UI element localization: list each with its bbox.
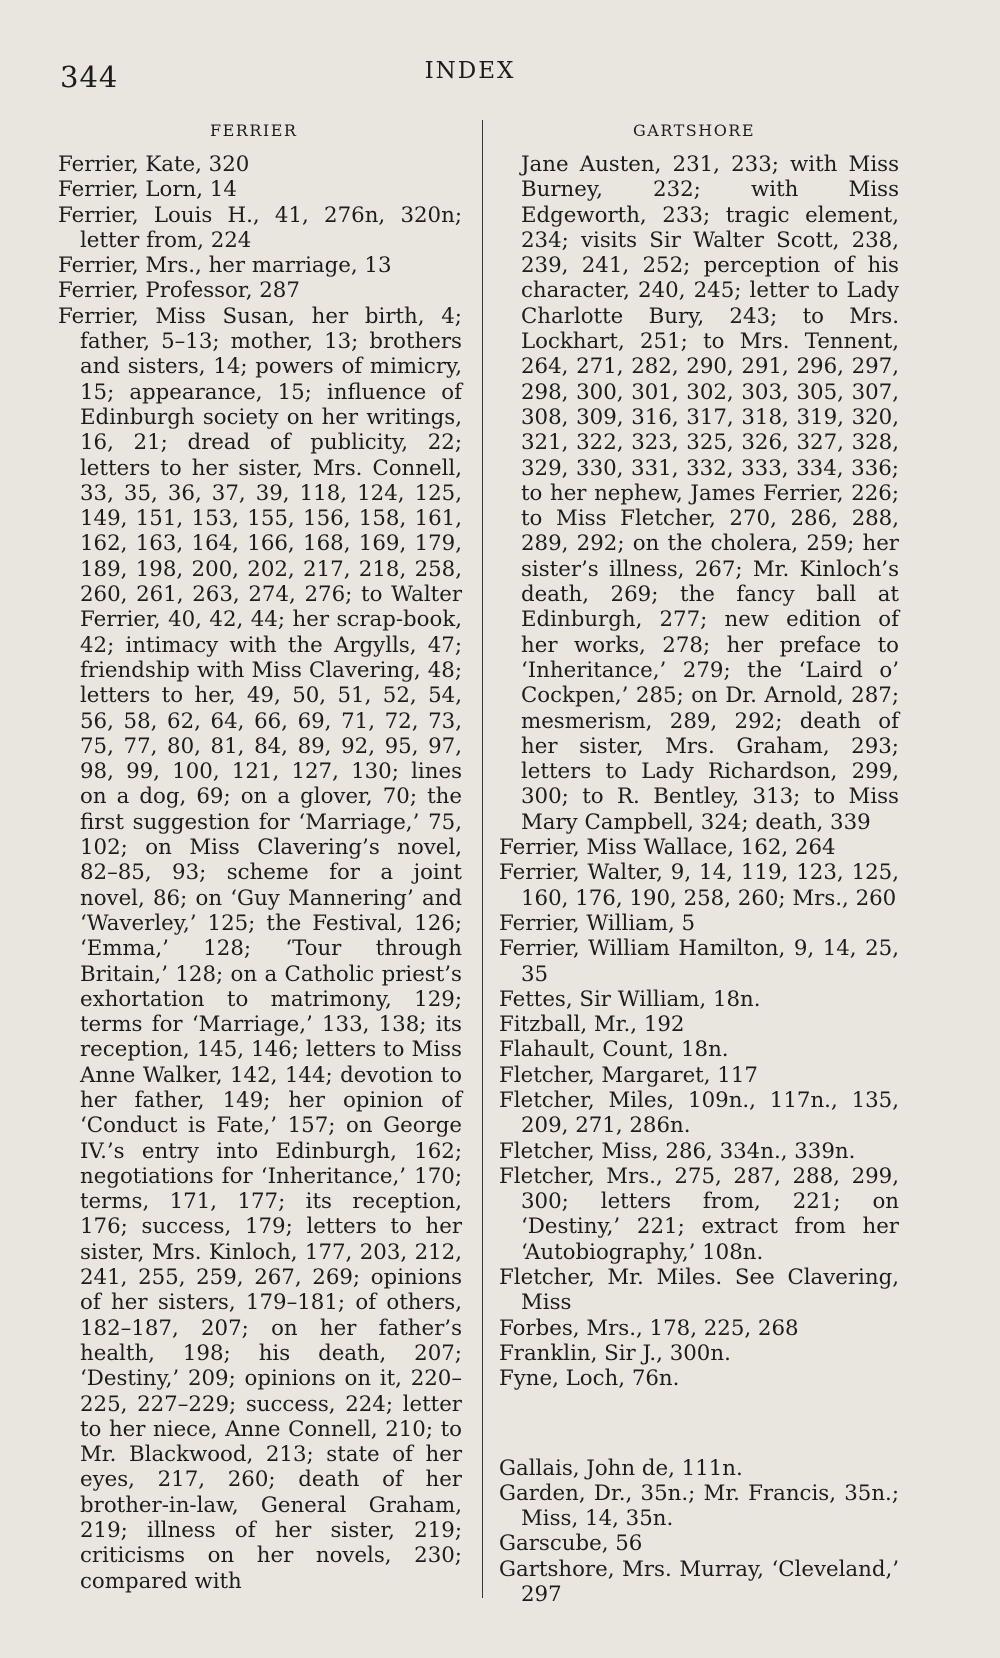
index-entry: Garden, Dr., 35n.; Mr. Francis, 35n.; Miss, 14, 35n.: [499, 1480, 899, 1532]
left-column: [58, 152, 462, 1594]
index-entry: Fyne, Loch, 76n.: [499, 1366, 680, 1392]
index-entry: Fletcher, Mrs., 275, 287, 288, 299, 300; letters from, 221; on ‘Destiny,’ 221; extract from her ‘Autobiography,’ 108n.: [499, 1163, 899, 1265]
index-entry: Flahault, Count, 18n.: [499, 1037, 729, 1063]
index-entry: Ferrier, Kate, 320: [58, 152, 250, 177]
right-column: [499, 152, 899, 1607]
letter-section-gap: [499, 1392, 899, 1456]
index-entry: Fletcher, Miss, 286, 334n., 339n.: [499, 1138, 856, 1164]
index-entry: Ferrier, Mrs., her marriage, 13: [58, 253, 392, 279]
index-entry: Gallais, John de, 111n.: [499, 1455, 743, 1481]
index-entry: Ferrier, Louis H., 41, 276n, 320n; letter from, 224: [58, 202, 462, 253]
index-entry: Ferrier, Miss Susan, her birth, 4; father, 5–13; mother, 13; brothers and sisters, 14; powers of mimicry, 15; appearance, 15; influence of Edinburgh society on her writings, 16, 21; dread of publicity, 22; letters to her sister, Mrs. Connell, 33, 35, 36, 37, 39, 118, 124, 125, 149, 151, 153, 155, 156, 158, 161, 162, 163, 164, 166, 168, 169, 179, 189, 198, 200, 202, 217, 218, 258, 260, 261, 263, 274, 276; to Walter Ferrier, 40, 42, 44; her scrap-book, 42; intimacy with the Argylls, 47; friendship with Miss Clavering, 48; letters to her, 49, 50, 51, 52, 54, 56, 58, 62, 64, 66, 69, 71, 72, 73, 75, 77, 80, 81, 84, 89, 92, 95, 97, 98, 99, 100, 121, 127, 130; lines on a dog, 69; on a glover, 70; the first suggestion for ‘Marriage,’ 75, 102; on Miss Clavering’s novel, 82–85, 93; scheme for a joint novel, 86; on ‘Guy Mannering’ and ‘Waverley,’ 125; the Festival, 126; ‘Emma,’ 128; ‘Tour through Britain,’ 128; on a Catholic priest’s exhortation to matrimony, 129; terms for ‘Marriage,’ 133, 138; its reception, 145, 146; letters to Miss Anne Walker, 142, 144; devotion to her father, 149; her opinion of ‘Conduct is Fate,’ 157; on George IV.’s entry into Edinburgh, 162; negotiations for ‘Inheritance,’ 170; terms, 171, 177; its reception, 176; success, 179; letters to her sister, Mrs. Kinloch, 177, 203, 212, 241, 255, 259, 267, 269; opinions of her sisters, 179–181; of others, 182–187, 207; on her father’s health, 198; his death, 207; ‘Destiny,’ 209; opinions on it, 220–225, 227–229; success, 224; letter to her niece, Anne Connell, 210; to Mr. Blackwood, 213; state of her eyes, 217, 260; death of her brother-in-law, General Graham, 219; illness of her sister, 219; criticisms on her novels, 230; compared with: [58, 303, 462, 1594]
column-divider: [482, 120, 483, 1598]
right-column-heading: GARTSHORE: [633, 121, 756, 140]
index-entry: Franklin, Sir J., 300n.: [499, 1340, 731, 1366]
index-entry: Fletcher, Margaret, 117: [499, 1062, 758, 1088]
index-entry: Fletcher, Mr. Miles. See Clavering, Miss: [499, 1265, 899, 1316]
index-entry: Forbes, Mrs., 178, 225, 268: [499, 1315, 799, 1341]
index-entry: Garscube, 56: [499, 1531, 643, 1557]
index-entry: Ferrier, Walter, 9, 14, 119, 123, 125, 160, 176, 190, 258, 260; Mrs., 260: [499, 860, 899, 911]
index-entry-continuation: Jane Austen, 231, 233; with Miss Burney, 232; with Miss Edgeworth, 233; tragic element, 234; visits Sir Walter Scott, 238, 239, 241, 252; perception of his character, 240, 245; letter to Lady Charlotte Bury, 243; to Mrs. Lockhart, 251; to Mrs. Tennent, 264, 271, 282, 290, 291, 296, 297, 298, 300, 301, 302, 303, 305, 307, 308, 309, 316, 317, 318, 319, 320, 321, 322, 323, 325, 326, 327, 328, 329, 330, 331, 332, 333, 334, 336; to her nephew, James Ferrier, 226; to Miss Fletcher, 270, 286, 288, 289, 292; on the cholera, 259; her sister’s illness, 267; Mr. Kinloch’s death, 269; the fancy ball at Edinburgh, 277; new edition of her works, 278; her preface to ‘Inheritance,’ 279; the ‘Laird o’ Cockpen,’ 285; on Dr. Arnold, 287; mesmerism, 289, 292; death of her sister, Mrs. Graham, 293; letters to Lady Richardson, 299, 300; to R. Bentley, 313; to Miss Mary Campbell, 324; death, 339: [521, 152, 899, 835]
index-entry: Ferrier, William, 5: [499, 910, 696, 936]
index-entry: Ferrier, William Hamilton, 9, 14, 25, 35: [499, 936, 899, 987]
index-entry: Ferrier, Professor, 287: [58, 278, 300, 304]
index-entry: Ferrier, Lorn, 14: [58, 177, 237, 203]
running-head: INDEX: [424, 58, 516, 84]
index-entry: Gartshore, Mrs. Murray, ‘Cleveland,’ 297: [499, 1556, 899, 1608]
index-entry: Fletcher, Miles, 109n., 117n., 135, 209, 271, 286n.: [499, 1087, 899, 1139]
index-entry: Fettes, Sir William, 18n.: [499, 986, 761, 1012]
left-column-heading: FERRIER: [210, 121, 298, 140]
index-entry: Fitzball, Mr., 192: [499, 1012, 685, 1038]
index-entry: Ferrier, Miss Wallace, 162, 264: [499, 835, 836, 861]
page-number: 344: [60, 60, 119, 94]
